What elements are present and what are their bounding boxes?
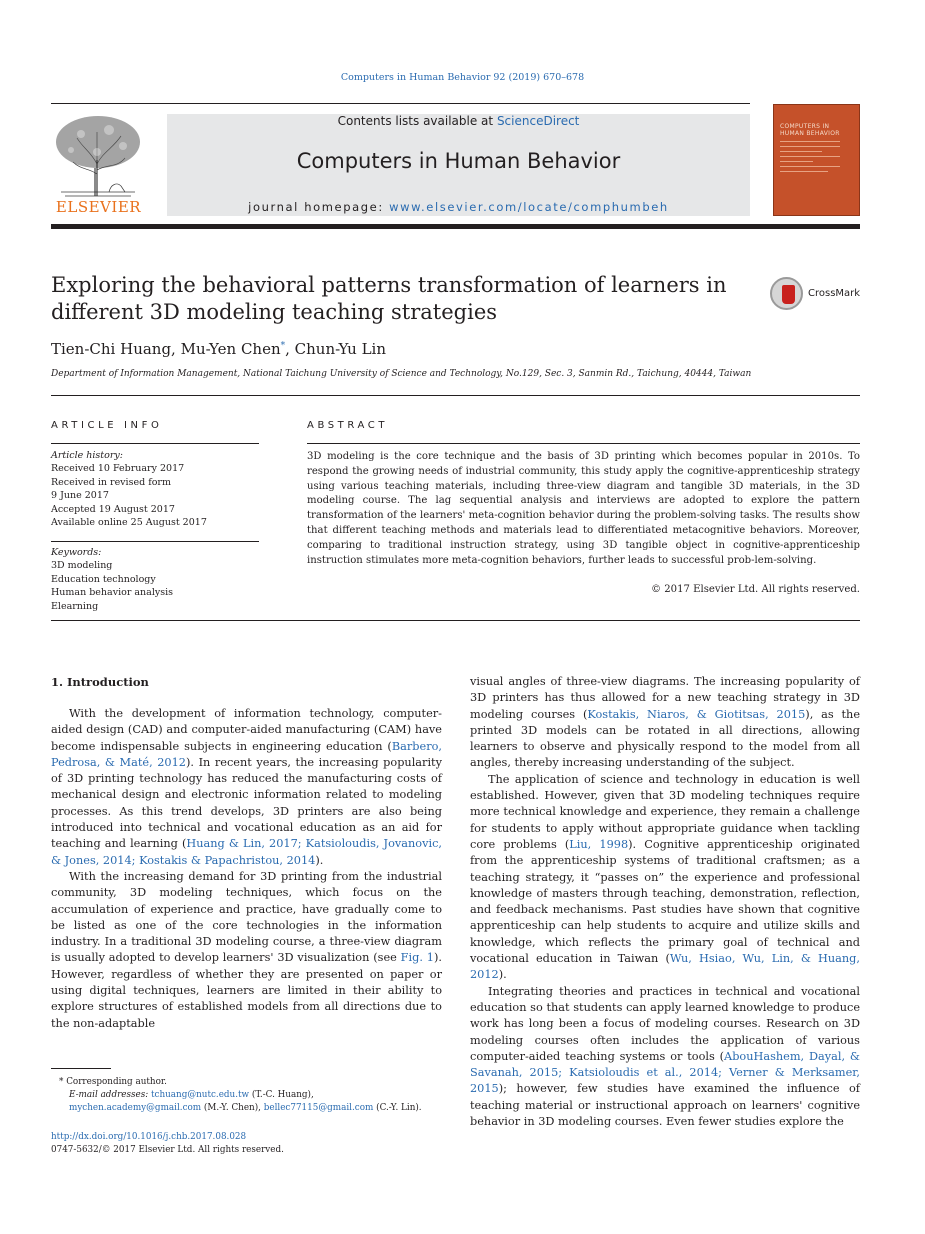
history-item: Available online 25 August 2017: [51, 517, 207, 529]
cover-title-line-1: COMPUTERS IN: [780, 123, 830, 130]
paragraph: [51, 869, 442, 1032]
authors-main: Tien-Chi Huang, Mu-Yen Chen: [51, 340, 281, 358]
paragraph: [51, 706, 442, 869]
text: visual angles of three-view diagrams. The increasing popularity of 3D printers has thus allowed for a new teaching strategy in 3D modeling courses (: [470, 675, 860, 721]
author-list: [51, 340, 386, 358]
cover-decoration: [780, 141, 840, 176]
figure-link[interactable]: Fig. 1: [400, 951, 434, 965]
homepage-link[interactable]: www.elsevier.com/locate/comphumbeh: [389, 200, 669, 214]
article-info-heading: ARTICLE INFO: [51, 420, 163, 431]
footnote-rule: [51, 1068, 111, 1069]
keywords-list: [51, 546, 259, 613]
abstract-text: 3D modeling is the core technique and the basis of 3D printing which becomes popular in 2010s. To respond the growing needs of industrial community, this study apply the cognitive-apprenticeship strategy using various teaching materials, including three-view diagram and tangible 3D materials, in the 3D modeling course. The lag sequential analysis and interviews are adopted to explore the pattern transformation of the learners' meta-cognition behavior during the problem-solving tasks. The results show that different teaching methods and materials lead to differentiated metacognitive behaviors. Moreover, comparing to traditional instruction strategy, using 3D tangible object in cognitive-apprenticeship instruction stimulates more meta-cognition behaviors, further leads to successful prob-lem-solving.: [307, 451, 860, 566]
journal-reference[interactable]: Computers in Human Behavior 92 (2019) 670–678: [340, 72, 585, 83]
cover-title-line-2: HUMAN BEHAVIOR: [780, 130, 840, 137]
contents-line: [167, 114, 750, 128]
cover-title: [780, 123, 840, 137]
footnotes: [51, 1076, 442, 1114]
citation-link[interactable]: Wu, Hsiao, Wu, Lin, & Huang, 2012: [470, 952, 860, 982]
article-info-rule: [51, 443, 259, 444]
publisher-name: ELSEVIER: [55, 198, 142, 216]
abstract-heading: ABSTRACT: [307, 420, 389, 431]
text: ). Cognitive apprenticeship originated from the apprenticeship systems of traditional craftsmen; as a teaching strategy, it “passes on” the experience and professional knowledge of masters through teaching, demonstration, reflection, and feedback mechanisms. Past studies have shown that cognitive apprenticeship can help students to acquire and utilize skills and knowledge, which reflects the primary goal of technical and vocational education in Taiwan (: [470, 837, 860, 966]
citation-link[interactable]: Huang & Lin, 2017; Katsioloudis, Jovanovic, & Jones, 2014; Kostakis & Papachristou, 2014: [51, 837, 442, 867]
section-rule: [51, 395, 860, 396]
keyword-item: Human behavior analysis: [51, 587, 174, 599]
paragraph: [470, 674, 860, 772]
keyword-item: Elearning: [51, 600, 99, 612]
citation-link[interactable]: Liu, 1998: [569, 837, 629, 851]
text: Integrating theories and practices in technical and vocational education so that students can apply learned knowledge to produce work has long been a focus of modeling courses. Research on 3D modeling courses often includes the application of various computer-aided teaching systems or tools (: [470, 984, 860, 1063]
crossmark-badge[interactable]: [770, 277, 860, 313]
citation-link[interactable]: AbouHashem, Dayal, & Savanah, 2015; Katsioloudis et al., 2014; Verner & Merksamer, 2015: [470, 1049, 860, 1096]
affiliation: Department of Information Management, National Taichung University of Science and Technology, No.129, Sec. 3, Sanmin Rd., Taichung, 40444, Taiwan: [51, 369, 752, 379]
elsevier-tree-icon: [51, 112, 146, 198]
abstract-bottom-rule: [51, 620, 860, 621]
history-item: Received in revised form: [51, 476, 171, 488]
journal-homepage: [167, 200, 750, 214]
email-label: E-mail addresses:: [69, 1089, 151, 1100]
elsevier-logo[interactable]: [51, 112, 146, 216]
sciencedirect-link[interactable]: ScienceDirect: [496, 114, 580, 128]
corresponding-note: * Corresponding author.: [59, 1077, 167, 1087]
keywords-rule: [51, 541, 259, 542]
text: ), as the printed 3D models can be rotated in all directions, allowing learners to observe and physically respond to the model from all angles, thereby increasing understanding of the subject.: [470, 707, 861, 770]
homepage-prefix: journal homepage:: [248, 200, 390, 214]
journal-banner: [167, 114, 750, 216]
abstract-copyright: © 2017 Elsevier Ltd. All rights reserved.: [650, 584, 860, 595]
issn-line: 0747-5632/© 2017 Elsevier Ltd. All rights reserved.: [51, 1145, 284, 1155]
email-owner: (C.-Y. Lin).: [373, 1102, 422, 1113]
article-title: Exploring the behavioral patterns transformation of learners in different 3D modeling teaching strategies: [51, 273, 727, 324]
body-column-right: [470, 674, 860, 1130]
contents-prefix: Contents lists available at: [337, 114, 497, 128]
introduction-heading: 1. Introduction: [51, 675, 149, 689]
history-item: 9 June 2017: [51, 490, 109, 502]
text: The application of science and technology in education is well established. However, given that 3D modeling techniques require more technical knowledge and experience, they remain a challenge for students to apply without appropriate guidance when tackling core problems (: [470, 772, 860, 851]
doi-block: [51, 1131, 284, 1157]
journal-cover[interactable]: [773, 104, 860, 216]
authors-tail: , Chun-Yu Lin: [285, 340, 386, 358]
text: ); however, few studies have examined the influence of teaching material or instructional approach on learners' cognitive behavior in 3D modeling courses. Even fewer studies explore the: [470, 1082, 860, 1129]
email-link[interactable]: mychen.academy@gmail.com: [69, 1102, 202, 1113]
abstract-rule: [307, 443, 860, 444]
keyword-item: Education technology: [51, 573, 156, 585]
email-owner: (T.-C. Huang),: [249, 1089, 314, 1100]
article-history: [51, 449, 259, 529]
paragraph: [470, 984, 860, 1131]
body-column-left: [51, 706, 442, 1032]
email-note: [51, 1089, 442, 1115]
text: ). However, regardless of whether they are presented on paper or using digital techniques, learners are limited in their ability to explore structures of established models from all directions due to the non-adaptable: [51, 951, 442, 1030]
text: With the development of information technology, computer-aided design (CAD) and computer-aided manufacturing (CAM) have become indispensable subjects in engineering education (: [51, 707, 442, 753]
history-item: Received 10 February 2017: [51, 463, 185, 475]
history-item: Accepted 19 August 2017: [51, 503, 175, 515]
keywords-label: Keywords:: [51, 547, 102, 558]
paragraph: [470, 772, 860, 984]
crossmark-label: CrossMark: [808, 288, 861, 299]
header-top-rule: [51, 103, 750, 104]
citation-link[interactable]: Kostakis, Niaros, & Giotitsas, 2015: [587, 707, 806, 721]
text: ).: [498, 968, 507, 982]
text: ). In recent years, the increasing popularity of 3D printing technology has reduced the manufacturing costs of mechanical design and electronic information related to modeling processes. As this trend develops, 3D printers are also being introduced into technical and vocational education as an aid for teaching and learning (: [51, 755, 442, 851]
text: With the increasing demand for 3D printing from the industrial community, 3D modeling techniques, which focus on the accumulation of experience and practice, have gradually come to be listed as one of the core technologies in the information industry. In a traditional 3D modeling course, a three-view diagram is usually adopted to develop learners' 3D visualization (see: [51, 869, 442, 965]
crossmark-icon: [770, 277, 803, 310]
doi-link[interactable]: http://dx.doi.org/10.1016/j.chb.2017.08.028: [51, 1132, 247, 1142]
corresponding-author-mark[interactable]: *: [280, 341, 286, 351]
email-owner: (M.-Y. Chen),: [201, 1102, 264, 1113]
history-label: Article history:: [51, 450, 123, 461]
email-link[interactable]: bellec77115@gmail.com: [263, 1102, 374, 1113]
journal-title: Computers in Human Behavior: [296, 149, 621, 173]
keyword-item: 3D modeling: [51, 560, 113, 572]
text: ).: [315, 853, 324, 867]
email-link[interactable]: tchuang@nutc.edu.tw: [151, 1089, 250, 1100]
citation-link[interactable]: Barbero, Pedrosa, & Maté, 2012: [51, 739, 442, 769]
header-bottom-rule: [51, 224, 860, 229]
